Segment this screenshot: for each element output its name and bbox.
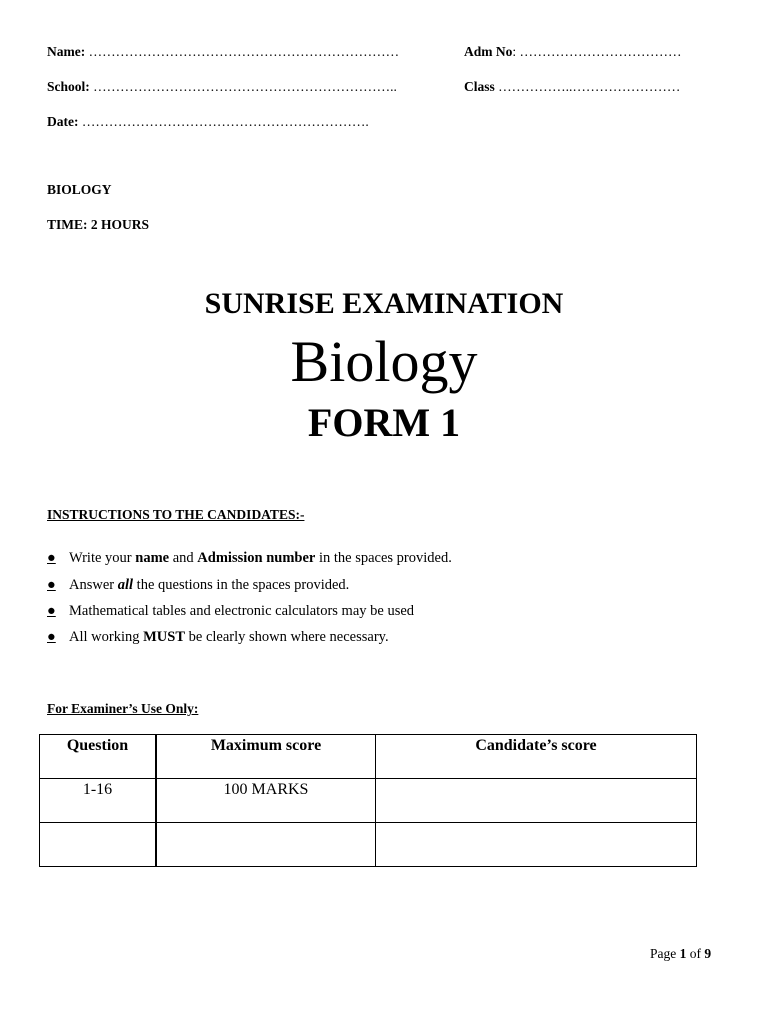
instruction-item: ● Mathematical tables and electronic calculators may be used [47,603,415,619]
header-maximum-score: Maximum score [156,735,376,779]
header-question: Question [40,735,157,779]
instruction-item: ● Answer all the questions in the spaces provided. [47,577,350,593]
instruction-item: ● Write your name and Admission number in the spaces provided. [47,550,452,566]
page-number: Page 1 of 9 [650,946,712,961]
cell-maximum-score [156,823,376,867]
header-candidate-score: Candidate’s score [376,735,697,779]
current-page: 1 [679,946,687,961]
class-label: Class [464,79,495,94]
instruction-item: ● All working MUST be clearly shown where necessary. [47,629,389,645]
table-row [40,823,697,867]
exam-title: SUNRISE EXAMINATION [204,287,564,320]
date-label: Date: [47,114,79,129]
class-dots[interactable]: ……………..…………………… [498,79,681,94]
bullet-icon: ● [47,577,56,593]
bullet-icon: ● [47,603,56,619]
school-dots[interactable]: ………………………………………………………….. [93,79,397,94]
cell-candidate-score[interactable] [376,823,697,867]
cell-candidate-score[interactable] [376,779,697,823]
instructions-heading: INSTRUCTIONS TO THE CANDIDATES:- [47,507,305,522]
table-header-row [40,735,697,779]
school-field-row [47,79,397,95]
examiner-heading: For Examiner’s Use Only: [47,701,199,716]
date-dots[interactable]: ………………………………………………………. [81,114,369,129]
bullet-icon: ● [47,550,56,566]
subject-title: Biology [290,329,478,394]
cell-question [40,823,157,867]
examiner-score-table [39,734,697,867]
cell-question: 1-16 [40,779,157,823]
form-title: FORM 1 [307,400,461,445]
adm-field-row [464,44,682,60]
name-field-row [47,44,399,60]
bullet-icon: ● [47,629,56,645]
adm-dots[interactable]: : ……………………………… [512,44,682,59]
name-dots[interactable]: …………………………………………………………… [88,44,400,59]
subject-line: BIOLOGY [47,182,112,197]
time-line: TIME: 2 HOURS [47,217,150,232]
class-field-row [464,79,680,95]
name-label: Name: [47,44,86,59]
table-row [40,779,697,823]
school-label: School: [47,79,90,94]
total-pages: 9 [704,946,712,961]
date-field-row [47,114,369,130]
adm-label: Adm No [464,44,513,59]
cell-maximum-score: 100 MARKS [156,779,376,823]
